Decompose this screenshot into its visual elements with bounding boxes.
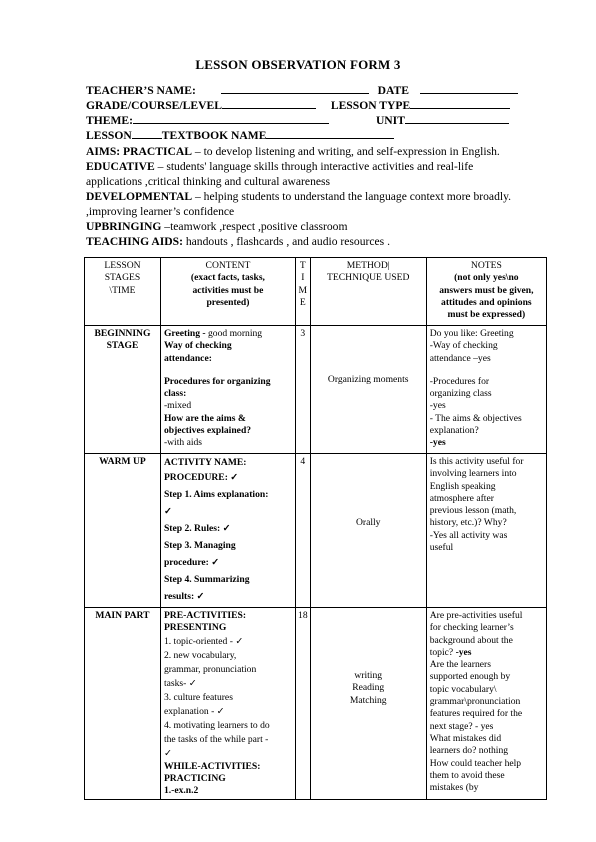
while-activities-label: 1.-ex.n.2 xyxy=(163,785,199,797)
teacher-name-label: TEACHER’S NAME: xyxy=(86,84,196,97)
step-4: Step 4. Summarizing xyxy=(163,574,250,585)
header-stages-line: \TIME xyxy=(109,284,136,296)
theme-row xyxy=(86,114,509,127)
lesson-type-field[interactable] xyxy=(410,99,510,109)
method-text: Orally xyxy=(355,516,381,528)
grade-label: GRADE/COURSE/LEVEL xyxy=(86,99,222,112)
lesson-type-label: LESSON TYPE xyxy=(330,99,411,112)
stage-warmup: WARM UP xyxy=(85,454,161,608)
textbook-field[interactable] xyxy=(266,129,394,139)
note-line: involving learners into xyxy=(429,468,517,480)
aims-question: objectives explained? xyxy=(163,425,252,437)
method-main xyxy=(310,608,426,800)
header-time-letter: M xyxy=(298,284,308,296)
theme-field[interactable] xyxy=(133,114,329,124)
pre-item: grammar, pronunciation xyxy=(163,663,257,675)
aims-upbringing-text: –teamwork ,respect ,positive classroom xyxy=(161,220,348,233)
header-notes-line: (not only yes\no xyxy=(454,272,519,284)
header-notes-line: must be expressed) xyxy=(447,309,526,321)
aims-developmental-text: – helping students to understand the language context more broadly. ,improving learner’s confidence xyxy=(86,190,512,218)
header-method-line: TECHNIQUE USED xyxy=(327,272,410,284)
header-notes xyxy=(426,258,546,326)
note-line: English speaking xyxy=(429,480,496,492)
notes-main xyxy=(426,608,546,800)
header-time-letter: I xyxy=(301,272,305,284)
lesson-row xyxy=(86,129,394,142)
header-stages-line: STAGES xyxy=(104,272,141,284)
aims-aids-label: TEACHING AIDS: xyxy=(86,235,183,248)
aims-upbringing-label: UPBRINGING xyxy=(86,220,162,233)
theme-label: THEME: xyxy=(86,114,134,127)
header-notes-line: answers must be given, xyxy=(439,284,534,296)
header-method xyxy=(310,258,426,326)
note-line: features required for the xyxy=(429,708,523,720)
method-beginning xyxy=(310,326,426,454)
aims-question: How are the aims & xyxy=(163,412,246,424)
method-text: Reading xyxy=(352,682,385,694)
note-line: What mistakes did xyxy=(429,732,502,744)
pre-item: tasks- ✓ xyxy=(163,677,197,689)
checking-label: Way of checking xyxy=(163,340,232,352)
greeting-label: Greeting - xyxy=(163,328,206,339)
note-line: next stage? - yes xyxy=(429,720,494,732)
header-time-letter: E xyxy=(299,296,306,308)
step-3: Step 3. Managing xyxy=(163,540,236,551)
note-line: background about the xyxy=(429,634,513,646)
step-4: results: ✓ xyxy=(163,591,205,602)
with-aids-text: -with aids xyxy=(163,437,203,449)
note-line: - The aims & objectives xyxy=(429,412,522,424)
note-line: Are pre-activities useful xyxy=(429,610,523,621)
note-line: -Yes all activity was xyxy=(429,529,508,541)
stage-label: BEGINNING xyxy=(94,328,151,339)
step-3: procedure: ✓ xyxy=(163,557,220,568)
step-2: Step 2. Rules: ✓ xyxy=(163,523,231,534)
table-row-main xyxy=(85,608,547,800)
note-line: explanation? xyxy=(429,425,479,437)
greeting-text: good morning xyxy=(205,328,263,339)
table-row-warmup xyxy=(85,454,547,608)
textbook-label: TEXTBOOK NAME xyxy=(161,129,267,142)
pre-item: the tasks of the while part - xyxy=(163,733,269,745)
stage-main: MAIN PART xyxy=(85,608,161,800)
lesson-field[interactable] xyxy=(132,129,162,139)
content-main xyxy=(160,608,295,800)
note-line: them to avoid these xyxy=(429,769,505,781)
teacher-name-row xyxy=(86,84,518,97)
header-method-line: METHOD| xyxy=(346,260,390,271)
notes-beginning xyxy=(426,326,546,454)
note-line: How could teacher help xyxy=(429,757,522,769)
aims-practical xyxy=(86,144,526,159)
header-stages-line: LESSON xyxy=(104,260,141,271)
note-line: previous lesson (math, xyxy=(429,505,517,517)
while-activities-label: PRACTICING xyxy=(163,772,226,784)
header-content-line: (exact facts, tasks, xyxy=(190,272,265,284)
note-line: mistakes (by xyxy=(429,782,479,794)
aims-practical-label: AIMS: PRACTICAL xyxy=(86,145,192,158)
content-beginning xyxy=(160,326,295,454)
note-line: learners do? nothing xyxy=(429,745,509,757)
method-text: writing xyxy=(354,670,383,681)
aims-section xyxy=(86,144,526,249)
method-text: Matching xyxy=(349,694,387,706)
pre-activities-label: PRE-ACTIVITIES: xyxy=(163,610,247,621)
aims-practical-text: – to develop listening and writing, and self-expression in English. xyxy=(191,145,500,158)
aims-upbringing xyxy=(86,219,526,234)
header-time-letter: T xyxy=(299,260,306,271)
pre-activities-label: PRESENTING xyxy=(163,622,227,634)
pre-item: 2. new vocabulary, xyxy=(163,649,237,661)
procedure-label: PROCEDURE: ✓ xyxy=(163,472,239,483)
header-content-line: presented) xyxy=(206,296,250,308)
observation-table xyxy=(84,257,547,800)
grade-field[interactable] xyxy=(222,99,316,109)
unit-label: UNIT xyxy=(375,114,405,127)
pre-item: 1. topic-oriented - ✓ xyxy=(163,635,244,647)
pre-item: 3. culture features xyxy=(163,691,233,703)
time-beginning: 3 xyxy=(295,326,310,454)
date-label: DATE xyxy=(377,84,409,97)
date-field[interactable] xyxy=(420,84,518,94)
note-line: grammar\pronunciation xyxy=(429,696,521,708)
aims-educative-text: – students' language skills through interactive activities and real-life applications ,critical thinking and cultural awareness xyxy=(86,160,474,188)
procedures-label: class: xyxy=(163,388,187,400)
note-line: -yes xyxy=(429,400,446,412)
note-line: atmosphere after xyxy=(429,492,494,504)
note-line: attendance –yes xyxy=(429,352,491,364)
aims-aids-text: handouts , flashcards , and audio resources . xyxy=(182,235,390,248)
time-main: 18 xyxy=(295,608,310,800)
method-text: Organizing moments xyxy=(327,374,409,385)
header-time xyxy=(295,258,310,326)
header-notes-line: NOTES xyxy=(470,260,502,271)
table-header-row xyxy=(85,258,547,326)
method-warmup xyxy=(310,454,426,608)
lesson-label: LESSON xyxy=(86,129,132,142)
while-activities-label: WHILE-ACTIVITIES: xyxy=(163,760,261,772)
step-1: Step 1. Aims explanation: xyxy=(163,489,269,500)
note-line: topic vocabulary\ xyxy=(429,683,497,695)
pre-item: 4. motivating learners to do xyxy=(163,719,270,731)
note-line: useful xyxy=(429,542,454,554)
greeting-line xyxy=(164,328,292,340)
form-title: LESSON OBSERVATION FORM 3 xyxy=(195,57,401,72)
step-1-check: ✓ xyxy=(163,506,172,517)
header-content-line: activities must be xyxy=(192,284,264,296)
stage-label: STAGE xyxy=(106,340,139,352)
content-warmup xyxy=(160,454,295,608)
note-line: -Procedures for xyxy=(429,375,490,387)
aims-educative-label: EDUCATIVE xyxy=(86,160,155,173)
grade-row xyxy=(86,99,510,112)
header-content xyxy=(160,258,295,326)
aims-educative xyxy=(86,159,526,189)
header-notes-line: attitudes and opinions xyxy=(441,296,532,308)
note-line: Is this activity useful for xyxy=(429,456,524,467)
activity-label: ACTIVITY NAME: xyxy=(163,457,247,468)
note-line: -yes xyxy=(429,437,446,449)
table-row-beginning xyxy=(85,326,547,454)
note-line xyxy=(430,647,543,659)
stage-beginning xyxy=(85,326,161,454)
note-line: -Way of checking xyxy=(429,340,498,352)
mixed-text: -mixed xyxy=(163,400,192,412)
time-warmup: 4 xyxy=(295,454,310,608)
note-line: history, etc.)? Why? xyxy=(429,517,507,529)
notes-warmup xyxy=(426,454,546,608)
note-line: Are the learners xyxy=(429,659,491,671)
note-yes: -yes xyxy=(455,646,472,658)
note-line: supported enough by xyxy=(429,671,511,683)
note-topic: topic? xyxy=(429,646,456,658)
pre-item: explanation - ✓ xyxy=(163,705,225,717)
teacher-name-field[interactable] xyxy=(221,84,369,94)
note-line: for checking learner’s xyxy=(429,622,514,634)
procedures-label: Procedures for organizing xyxy=(163,375,271,387)
unit-field[interactable] xyxy=(405,114,509,124)
aims-teaching-aids xyxy=(86,234,526,249)
aims-developmental-label: DEVELOPMENTAL xyxy=(86,190,193,203)
aims-developmental xyxy=(86,189,526,219)
checking-label: attendance: xyxy=(163,352,212,364)
header-stages xyxy=(85,258,161,326)
note-line: organizing class xyxy=(429,388,492,400)
note-line: Do you like: Greeting xyxy=(429,328,514,339)
header-content-line: CONTENT xyxy=(205,260,251,271)
pre-item: ✓ xyxy=(163,747,172,759)
